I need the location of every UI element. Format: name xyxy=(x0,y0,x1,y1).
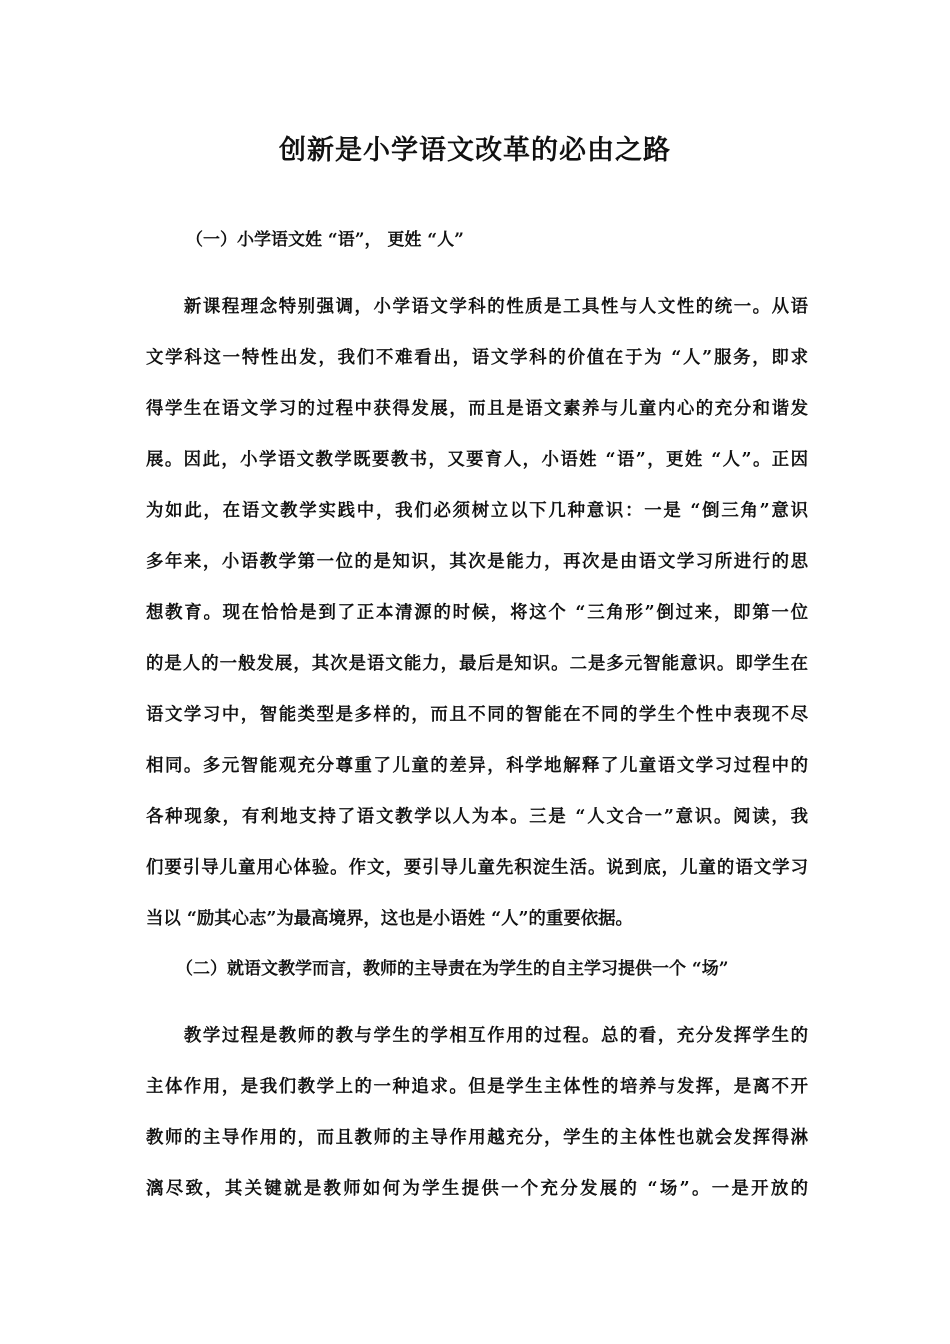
section-heading-1: （一）小学语文姓 “语”， 更姓 “人” xyxy=(186,230,464,250)
paragraph-line: 教师的主导作用的，而且教师的主导作用越充分，学生的主体性也就会发挥得淋 xyxy=(146,1128,808,1148)
paragraph-line: 们要引导儿童用心体验。作文，要引导儿童先积淀生活。说到底，儿童的语文学习 xyxy=(146,858,808,878)
paragraph-line: 为如此，在语文教学实践中，我们必须树立以下几种意识：一是 “倒三角”意识 xyxy=(146,501,808,521)
paragraph-line: 多年来，小语教学第一位的是知识，其次是能力，再次是由语文学习所进行的思 xyxy=(146,552,808,572)
section-1-paragraph xyxy=(146,282,808,945)
paragraph-line: 各种现象，有利地支持了语文教学以人为本。三是 “人文合一”意识。阅读，我 xyxy=(146,807,808,827)
paragraph-line: 得学生在语文学习的过程中获得发展，而且是语文素养与儿童内心的充分和谐发 xyxy=(146,399,808,419)
paragraph-line: 的是人的一般发展，其次是语文能力，最后是知识。二是多元智能意识。即学生在 xyxy=(146,654,808,674)
section-2-paragraph xyxy=(146,1011,808,1215)
paragraph-line: 新课程理念特别强调，小学语文学科的性质是工具性与人文性的统一。从语 xyxy=(146,297,808,317)
section-heading-2: （二）就语文教学而言，教师的主导责在为学生的自主学习提供一个 “场” xyxy=(176,959,729,979)
paragraph-line: 相同。多元智能观充分尊重了儿童的差异，科学地解释了儿童语文学习过程中的 xyxy=(146,756,808,776)
paragraph-line: 展。因此，小学语文教学既要教书，又要育人，小语姓 “语”，更姓 “人”。正因 xyxy=(146,450,808,470)
paragraph-line: 漓尽致，其关键就是教师如何为学生提供一个充分发展的 “场”。一是开放的 xyxy=(146,1179,808,1199)
paragraph-line: 主体作用，是我们教学上的一种追求。但是学生主体性的培养与发挥，是离不开 xyxy=(146,1077,808,1097)
paragraph-line: 想教育。现在恰恰是到了正本清源的时候，将这个 “三角形”倒过来，即第一位 xyxy=(146,603,808,623)
paragraph-line: 当以 “励其心志”为最高境界，这也是小语姓 “人”的重要依据。 xyxy=(146,909,633,929)
paragraph-line: 教学过程是教师的教与学生的学相互作用的过程。总的看，充分发挥学生的 xyxy=(146,1026,808,1046)
document-title: 创新是小学语文改革的必由之路 xyxy=(279,135,671,166)
paragraph-line: 文学科这一特性出发，我们不难看出，语文学科的价值在于为 “人”服务，即求 xyxy=(146,348,808,368)
paragraph-line: 语文学习中，智能类型是多样的，而且不同的智能在不同的学生个性中表现不尽 xyxy=(146,705,808,725)
